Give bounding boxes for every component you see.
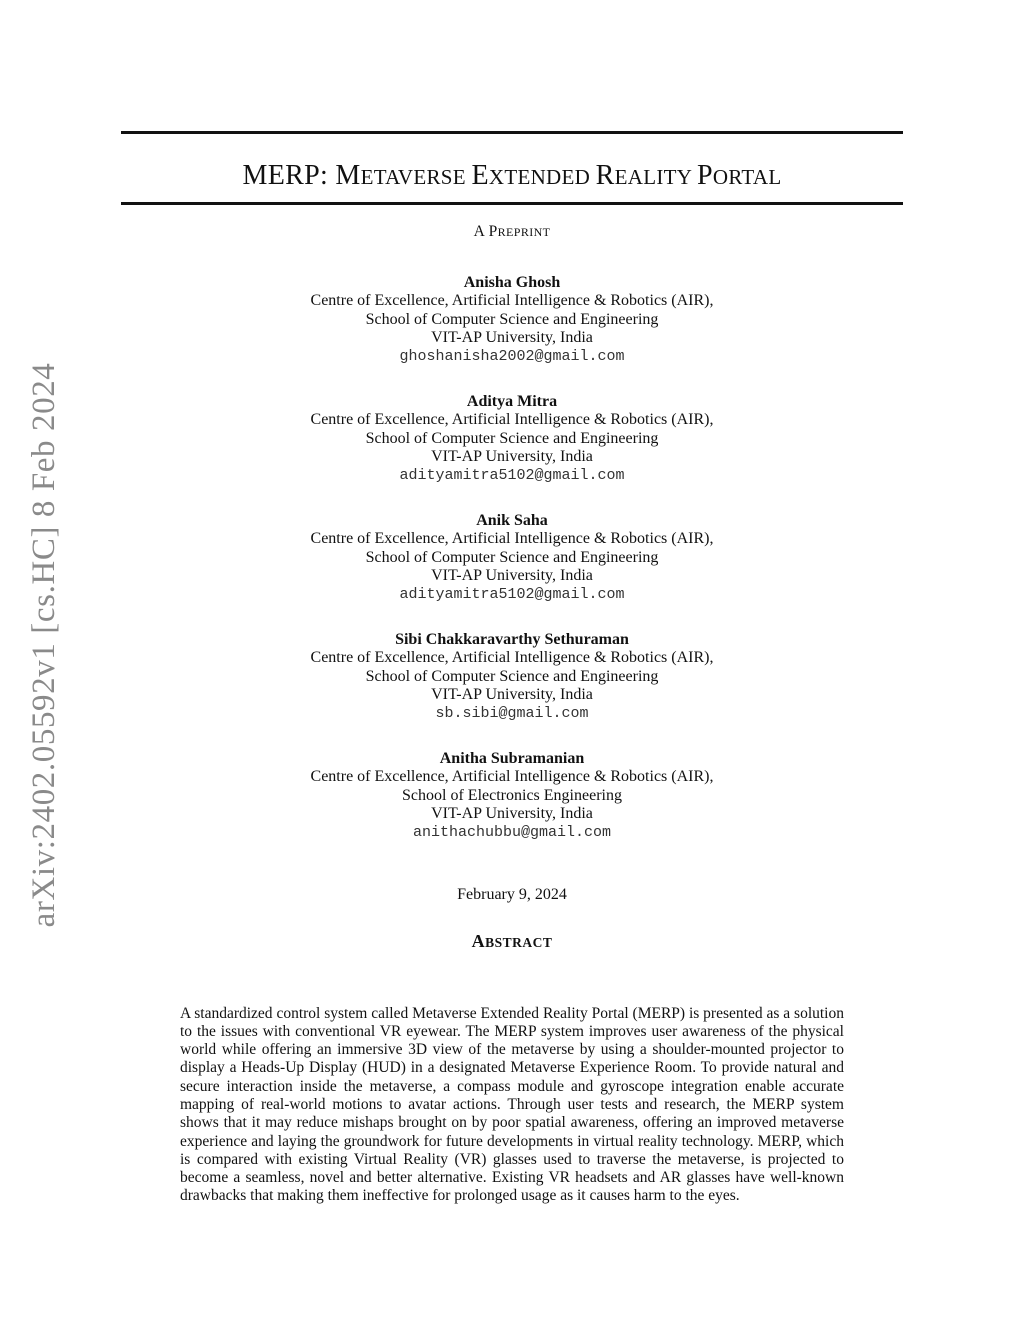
author-university: VIT-AP University, India [431, 329, 593, 347]
author-block [121, 512, 903, 631]
author-affiliation: Centre of Excellence, Artificial Intelligence & Robotics (AIR), [310, 411, 714, 429]
author-list [121, 274, 903, 869]
author-affiliation: Centre of Excellence, Artificial Intelligence & Robotics (AIR), [310, 768, 714, 786]
author-university: VIT-AP University, India [431, 448, 593, 466]
author-university: VIT-AP University, India [431, 686, 593, 704]
author-block [121, 393, 903, 512]
author-name: Sibi Chakkaravarthy Sethuraman [395, 631, 629, 648]
author-affiliation: Centre of Excellence, Artificial Intelligence & Robotics (AIR), [310, 649, 714, 667]
author-school: School of Computer Science and Engineering [365, 429, 659, 447]
abstract-body: A standardized control system called Metaverse Extended Reality Portal (MERP) is presented as a solution to the issues with conventional VR eyewear. The MERP system improves user awareness of the physical world while offering an immersive 3D view of the metaverse by using a shoulder-mounted projector to display a Heads-Up Display (HUD) in a designated Metaverse Experience Room. To provide natural and secure interaction inside the metaverse, a compass module and gyroscope integration enable accurate mapping of real-world motions to avatar actions. Through user tests and research, the MERP system shows that it may reduce mishaps brought on by poor spatial awareness, offering an improved metaverse experience and laying the groundwork for future developments in virtual reality technology. MERP, which is compared with existing Virtual Reality (VR) glasses used to traverse the metaverse, is projected to become a seamless, novel and better alternative. Existing VR headsets and AR glasses have well-known drawbacks that making them ineffective for prolonged usage as it causes harm to the eyes. [180, 1004, 844, 1205]
title-bottom-rule [121, 202, 903, 205]
author-email[interactable]: adityamitra5102@gmail.com [399, 585, 625, 603]
preprint-label: A PREPRINT [473, 223, 551, 240]
author-name: Aditya Mitra [466, 393, 558, 410]
arxiv-identifier[interactable]: arXiv:2402.05592v1 [cs.HC] 8 Feb 2024 [26, 362, 62, 928]
author-school: School of Electronics Engineering [402, 786, 622, 804]
author-name: Anik Saha [476, 512, 548, 529]
author-name: Anisha Ghosh [463, 274, 561, 291]
author-affiliation: Centre of Excellence, Artificial Intelligence & Robotics (AIR), [310, 530, 714, 548]
publication-date: February 9, 2024 [457, 886, 567, 903]
author-university: VIT-AP University, India [431, 805, 593, 823]
author-email[interactable]: anithachubbu@gmail.com [412, 823, 612, 841]
author-school: School of Computer Science and Engineering [365, 667, 659, 685]
author-email[interactable]: adityamitra5102@gmail.com [399, 466, 625, 484]
author-school: School of Computer Science and Engineering [365, 310, 659, 328]
paper-title: MERP: METAVERSE EXTENDED REALITY PORTAL [242, 160, 782, 191]
author-affiliation: Centre of Excellence, Artificial Intelligence & Robotics (AIR), [310, 292, 714, 310]
author-name: Anitha Subramanian [439, 750, 585, 767]
author-block [121, 274, 903, 393]
author-block [121, 631, 903, 750]
author-block [121, 750, 903, 869]
author-email[interactable]: ghoshanisha2002@gmail.com [399, 347, 625, 365]
author-school: School of Computer Science and Engineering [365, 548, 659, 566]
author-email[interactable]: sb.sibi@gmail.com [435, 704, 589, 722]
abstract-heading: ABSTRACT [471, 931, 553, 951]
title-top-rule [121, 131, 903, 134]
author-university: VIT-AP University, India [431, 567, 593, 585]
